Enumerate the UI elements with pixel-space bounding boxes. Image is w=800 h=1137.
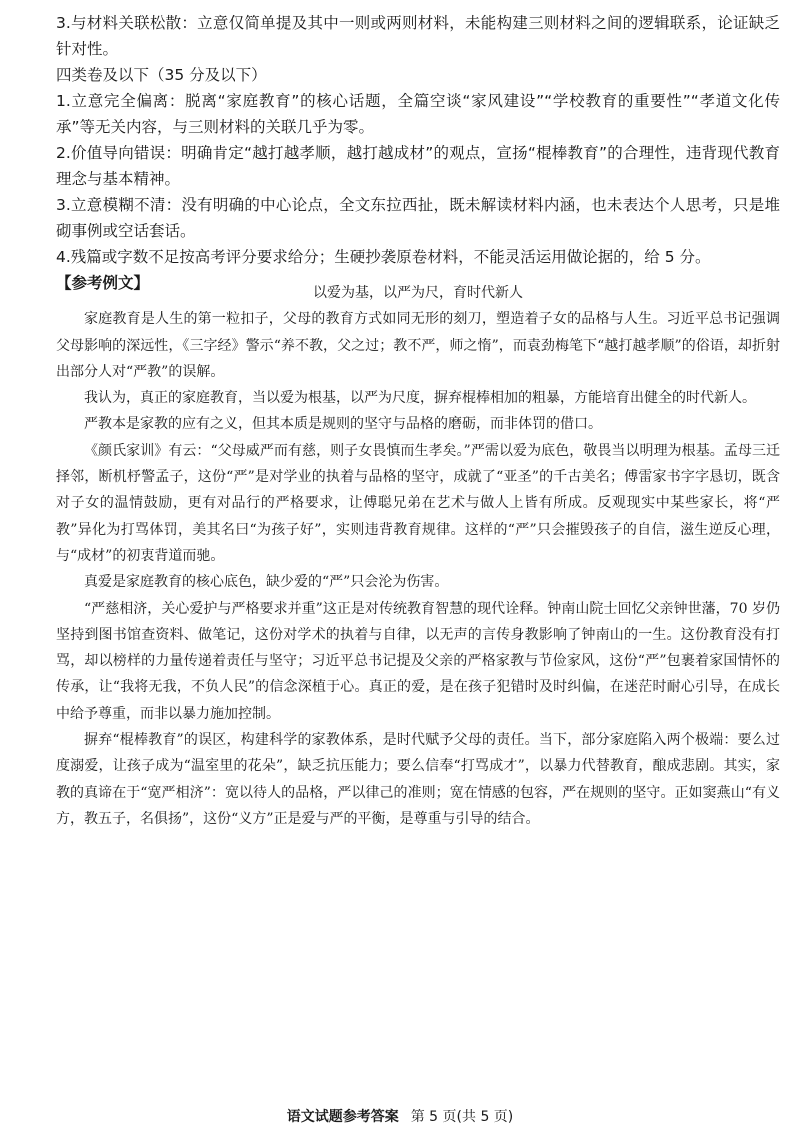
essay-title: 以爱为基，以严为尺，育时代新人 [313, 285, 523, 301]
criteria-item: 3.立意模糊不清：没有明确的中心论点，全文东拉西扯，既未解读材料内涵，也未表达个人思考，只是堆砌事例或空话套话。 [56, 196, 780, 240]
scoring-criteria [56, 10, 780, 296]
reference-essay [56, 280, 780, 832]
footer-page-number: 第 5 页(共 5 页) [410, 1109, 514, 1125]
essay-paragraph: “严慈相济，关心爱护与严格要求并重”这正是对传统教育智慧的现代诠释。钟南山院士回忆父亲钟世藩，70 岁仍坚持到图书馆查资料、做笔记，这份对学术的执着与自律，以无声的言传身教影响了钟南山的一生。这份教育没有打骂，却以榜样的力量传递着责任与坚守；习近平总书记提及父亲的严格家教与节俭家风，这份“严”包裹着家国情怀的传承，让“我将无我，不负人民”的信念深植于心。真正的爱，是在孩子犯错时及时纠偏，在迷茫时耐心引导，在成长中给予尊重，而非以暴力施加控制。 [56, 600, 780, 722]
essay-paragraph: 摒弃“棍棒教育”的误区，构建科学的家教体系，是时代赋予父母的责任。当下，部分家庭陷入两个极端：要么过度溺爱，让孩子成为“温室里的花朵”，缺乏抗压能力；要么信奉“打骂成才”，以暴力代替教育，酿成悲剧。其实，家教的真谛在于“宽严相济”：宽以待人的品格，严以律己的准则；宽在情感的包容，严在规则的坚守。正如窦燕山“有义方，教五子，名俱扬”，这份“义方”正是爱与严的平衡，是尊重与引导的结合。 [56, 732, 780, 827]
essay-paragraph: 家庭教育是人生的第一粒扣子，父母的教育方式如同无形的刻刀，塑造着子女的品格与人生。习近平总书记强调父母影响的深远性，《三字经》警示“养不教，父之过；教不严，师之惰”，而袁劲梅笔下“越打越孝顺”的俗语，却折射出部分人对“严教”的误解。 [56, 311, 780, 380]
footer-document-name: 语文试题参考答案 [286, 1109, 399, 1125]
essay-paragraph: 严教本是家教的应有之义，但其本质是规则的坚守与品格的磨砺，而非体罚的借口。 [84, 416, 602, 433]
criteria-item: 2.价值导向错误：明确肯定“越打越孝顺，越打越成材”的观点，宣扬“棍棒教育”的合理性，违背现代教育理念与基本精神。 [56, 144, 780, 188]
reference-essay-label: 【参考例文】 [56, 274, 150, 292]
essay-paragraph: 我认为，真正的家庭教育，当以爱为根基，以严为尺度，摒弃棍棒相加的粗暴，方能培育出健全的时代新人。 [84, 390, 756, 407]
page-footer [0, 1106, 800, 1126]
criteria-item: 1.立意完全偏离：脱离“家庭教育”的核心话题，全篇空谈“家风建设”“学校教育的重要性”“孝道文化传承”等无关内容，与三则材料的关联几乎为零。 [56, 92, 780, 136]
criteria-item: 4.残篇或字数不足按高考评分要求给分；生硬抄袭原卷材料，不能灵活运用做论据的，给 5 分。 [56, 248, 711, 266]
criteria-item: 3.与材料关联松散：立意仅简单提及其中一则或两则材料，未能构建三则材料之间的逻辑联系，论证缺乏针对性。 [56, 14, 780, 58]
essay-paragraph: 《颜氏家训》有云：“父母威严而有慈，则子女畏慎而生孝矣。”严需以爱为底色，敬畏当以明理为根基。孟母三迁择邻，断机杼警孟子，这份“严”是对学业的执着与品格的坚守，成就了“亚圣”的千古美名；傅雷家书字字恳切，既含对子女的温情鼓励，更有对品行的严格要求，让傅聪兄弟在艺术与做人上皆有所成。反观现实中某些家长，将“严教”异化为打骂体罚，美其名曰“为孩子好”，实则违背教育规律。这样的“严”只会摧毁孩子的自信，滋生逆反心理，与“成材”的初衷背道而驰。 [56, 442, 780, 564]
section-heading-grade-four: 四类卷及以下（35 分及以下） [56, 66, 267, 84]
essay-paragraph: 真爱是家庭教育的核心底色，缺少爱的“严”只会沦为伤害。 [84, 574, 449, 591]
